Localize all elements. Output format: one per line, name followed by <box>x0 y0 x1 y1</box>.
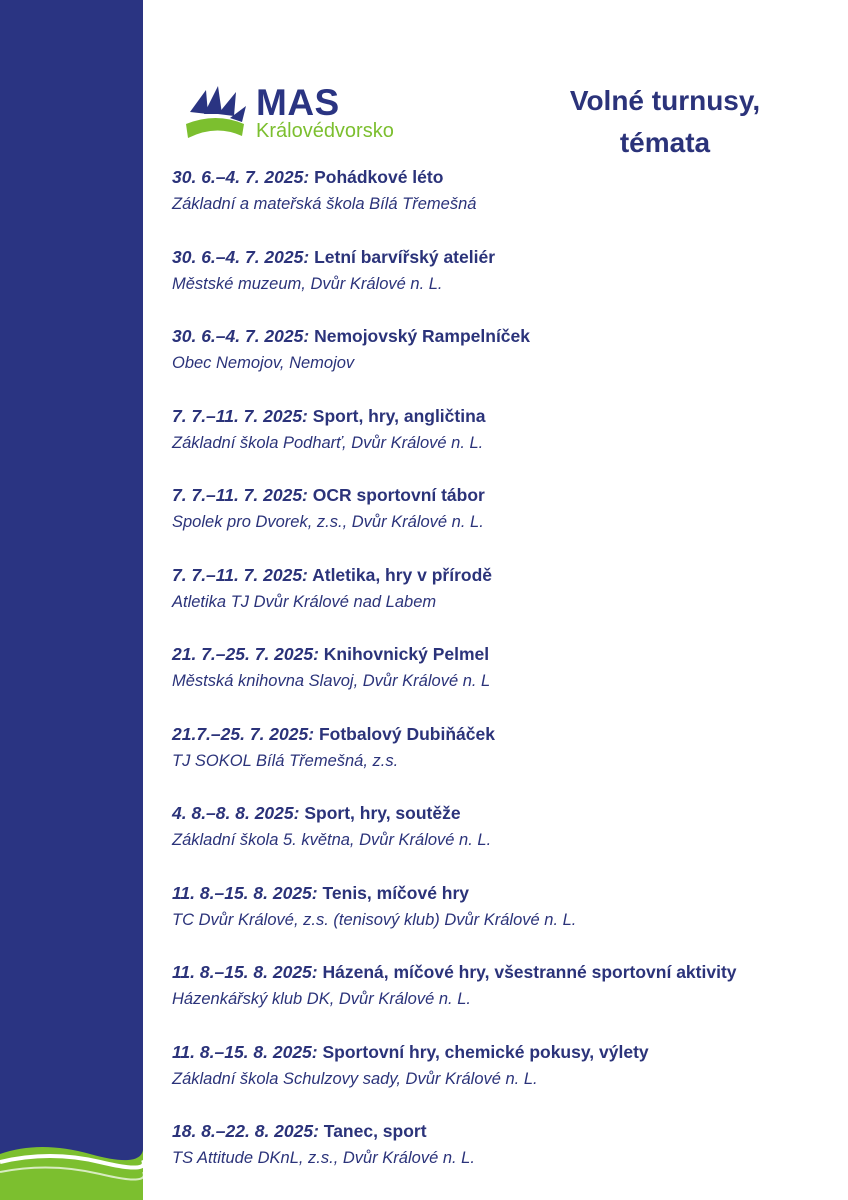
camp-entry <box>172 246 832 326</box>
entry-heading <box>172 723 832 745</box>
entry-organizer: Městská knihovna Slavoj, Dvůr Králové n. L <box>172 672 491 690</box>
title-line-1: Volné turnusy, <box>569 85 761 116</box>
camp-entry <box>172 166 832 246</box>
entry-organizer: Spolek pro Dvorek, z.s., Dvůr Králové n. L. <box>172 513 484 531</box>
camp-entry <box>172 325 832 405</box>
mas-logo <box>184 84 424 144</box>
entry-name: OCR sportovní tábor <box>312 485 485 505</box>
entry-organizer: TS Attitude DKnL, z.s., Dvůr Králové n. L. <box>172 1149 475 1167</box>
entry-name: Knihovnický Pelmel <box>323 644 490 664</box>
camp-entry <box>172 405 832 485</box>
title-line-2: témata <box>619 127 711 158</box>
entry-heading <box>172 484 832 506</box>
entry-organizer: Základní škola 5. května, Dvůr Králové n. L. <box>172 831 492 849</box>
entry-name: Fotbalový Dubiňáček <box>318 723 495 744</box>
camp-entry <box>172 961 832 1041</box>
logo-emblem-icon <box>184 84 248 144</box>
camp-entry <box>172 564 832 644</box>
entry-heading <box>172 1120 832 1142</box>
entry-date: 18. 8.–22. 8. 2025: <box>172 1121 319 1141</box>
entry-heading <box>172 166 832 188</box>
entry-organizer: Základní škola Schulzovy sady, Dvůr Králové n. L. <box>172 1069 538 1088</box>
entry-name: Pohádkové léto <box>314 167 444 187</box>
camp-entry <box>172 882 832 962</box>
entry-heading <box>172 643 832 665</box>
entry-name: Tenis, míčové hry <box>322 882 470 903</box>
green-wave-decoration <box>0 1120 143 1200</box>
entry-organizer: Házenkářský klub DK, Dvůr Králové n. L. <box>172 990 471 1008</box>
entry-date: 30. 6.–4. 7. 2025: <box>172 326 310 346</box>
page-title <box>540 80 790 164</box>
entry-date: 7. 7.–11. 7. 2025: <box>172 564 308 585</box>
entry-date: 11. 8.–15. 8. 2025: <box>172 962 318 982</box>
entry-heading <box>172 325 832 347</box>
entry-organizer: Základní škola Podharť, Dvůr Králové n. L. <box>172 433 484 452</box>
camp-list <box>172 166 832 1200</box>
entry-name: Tanec, sport <box>323 1121 427 1141</box>
entry-date: 30. 6.–4. 7. 2025: <box>172 167 310 187</box>
entry-heading <box>172 405 832 427</box>
entry-organizer: Atletika TJ Dvůr Králové nad Labem <box>172 592 437 611</box>
entry-heading <box>172 1041 832 1063</box>
camp-entry <box>172 484 832 564</box>
camp-entry <box>172 1120 832 1200</box>
entry-organizer: Základní a mateřská škola Bílá Třemešná <box>172 195 477 213</box>
entry-date: 7. 7.–11. 7. 2025: <box>172 485 308 505</box>
camp-entry <box>172 643 832 723</box>
entry-organizer: Městské muzeum, Dvůr Králové n. L. <box>172 274 443 293</box>
entry-date: 4. 8.–8. 8. 2025: <box>172 803 300 823</box>
entry-heading <box>172 802 832 824</box>
entry-heading <box>172 564 832 586</box>
sidebar-band <box>0 0 143 1200</box>
entry-date: 11. 8.–15. 8. 2025: <box>172 1041 318 1062</box>
entry-date: 21.7.–25. 7. 2025: <box>172 723 315 744</box>
entry-date: 7. 7.–11. 7. 2025: <box>172 405 308 426</box>
entry-name: Sport, hry, angličtina <box>312 405 486 426</box>
entry-name: Házená, míčové hry, všestranné sportovní aktivity <box>322 962 737 982</box>
entry-name: Nemojovský Rampelníček <box>314 326 531 346</box>
entry-organizer: TC Dvůr Králové, z.s. (tenisový klub) Dvůr Králové n. L. <box>172 910 577 929</box>
entry-name: Sportovní hry, chemické pokusy, výlety <box>322 1041 649 1062</box>
entry-organizer: Obec Nemojov, Nemojov <box>172 354 355 372</box>
entry-heading <box>172 246 832 268</box>
logo-name: MAS <box>256 82 340 123</box>
entry-heading <box>172 882 832 904</box>
logo-subtitle: Královédvorsko <box>256 120 394 142</box>
entry-date: 21. 7.–25. 7. 2025: <box>172 644 319 664</box>
entry-heading <box>172 961 832 983</box>
entry-date: 11. 8.–15. 8. 2025: <box>172 882 318 903</box>
camp-entry <box>172 802 832 882</box>
entry-name: Sport, hry, soutěže <box>304 803 461 823</box>
entry-name: Atletika, hry v přírodě <box>312 564 493 585</box>
camp-entry <box>172 723 832 803</box>
entry-name: Letní barvířský ateliér <box>314 246 495 267</box>
entry-date: 30. 6.–4. 7. 2025: <box>172 246 310 267</box>
entry-organizer: TJ SOKOL Bílá Třemešná, z.s. <box>172 751 399 770</box>
camp-entry <box>172 1041 832 1121</box>
